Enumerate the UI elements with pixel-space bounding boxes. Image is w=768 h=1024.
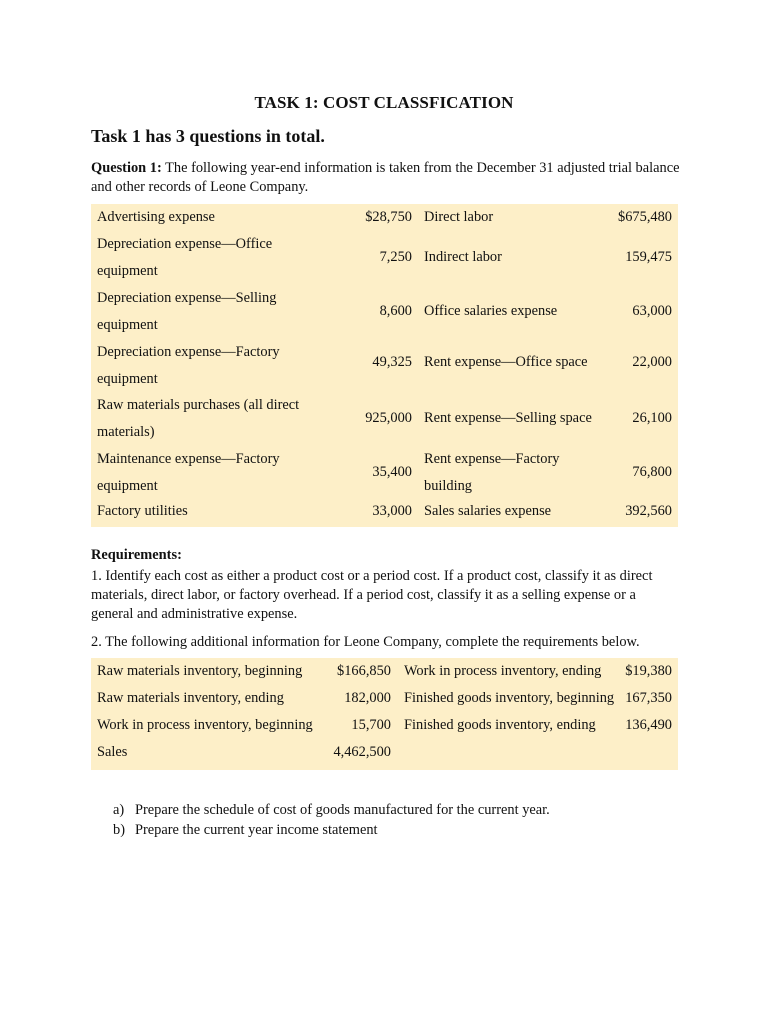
table-row [91, 285, 678, 339]
cost-label: Depreciation expense—Factory equipment [97, 344, 280, 387]
cost-value: 49,325 [372, 354, 412, 370]
item-label: Finished goods inventory, ending [404, 717, 596, 733]
list-item [113, 800, 550, 820]
item-label: Finished goods inventory, beginning [404, 690, 615, 706]
requirement-1: 1. Identify each cost as either a product cost or a period cost. If a product cost, classify it as direct materials, direct labor, or factory overhead. If a period cost, classify it as a selling expense or a general and administrative expense. [91, 568, 653, 622]
item-value: $19,380 [625, 663, 672, 679]
item-value: 167,350 [625, 690, 672, 706]
item-label: Work in process inventory, beginning [97, 717, 313, 733]
item-value: $166,850 [337, 663, 391, 679]
cost-label: Depreciation expense—Office equipment [97, 236, 273, 279]
cost-value: 35,400 [372, 464, 412, 480]
cost-label: Rent expense—Factory building [424, 451, 560, 494]
table-row [91, 712, 678, 739]
item-label: Raw materials inventory, beginning [97, 663, 303, 679]
requirement-2: 2. The following additional information for Leone Company, complete the requirements below. [91, 634, 640, 650]
cost-value: 22,000 [632, 354, 672, 370]
cost-value: 8,600 [379, 303, 412, 319]
cost-value: 7,250 [379, 249, 412, 265]
requirements-heading: Requirements: [91, 547, 182, 563]
cost-label: Advertising expense [97, 209, 215, 225]
section-subtitle: Task 1 has 3 questions in total. [91, 126, 325, 146]
list-item-text: Prepare the schedule of cost of goods manufactured for the current year. [135, 802, 550, 818]
item-label: Sales [97, 744, 128, 760]
list-item [113, 820, 550, 840]
cost-value: 63,000 [632, 303, 672, 319]
cost-label: Direct labor [424, 209, 494, 225]
table-row [91, 339, 678, 393]
cost-value: 26,100 [632, 410, 672, 426]
table-row [91, 658, 678, 685]
item-label: Raw materials inventory, ending [97, 690, 284, 706]
cost-value: 33,000 [372, 503, 412, 519]
cost-value: $675,480 [618, 209, 672, 225]
cost-label: Office salaries expense [424, 303, 558, 319]
cost-value: 925,000 [365, 410, 412, 426]
item-value: 15,700 [351, 717, 391, 733]
table-row [91, 446, 678, 500]
inventory-table [91, 658, 678, 770]
table-row [91, 204, 678, 231]
table-row [91, 231, 678, 285]
cost-label: Rent expense—Office space [424, 354, 588, 370]
trial-balance-table [91, 204, 678, 527]
cost-label: Rent expense—Selling space [424, 410, 592, 426]
cost-value: $28,750 [365, 209, 412, 225]
table-row [91, 392, 678, 446]
table-row [91, 498, 678, 525]
item-value: 4,462,500 [333, 744, 391, 760]
question-1-label: Question 1: [91, 160, 162, 176]
list-marker: b) [113, 822, 125, 838]
cost-value: 76,800 [632, 464, 672, 480]
cost-label: Factory utilities [97, 503, 188, 519]
table-row [91, 739, 678, 766]
cost-label: Indirect labor [424, 249, 502, 265]
question-1-text: The following year-end information is taken from the December 31 adjusted trial balance and other records of Leone Company. [91, 160, 680, 195]
item-value: 136,490 [625, 717, 672, 733]
question-1-paragraph [91, 159, 681, 197]
cost-value: 392,560 [625, 503, 672, 519]
page-title: TASK 1: COST CLASSFICATION [254, 93, 514, 112]
cost-value: 159,475 [625, 249, 672, 265]
item-value: 182,000 [344, 690, 391, 706]
task-list [113, 800, 550, 840]
cost-label: Raw materials purchases (all direct materials) [97, 397, 300, 440]
list-marker: a) [113, 802, 125, 818]
item-label: Work in process inventory, ending [404, 663, 602, 679]
table-row [91, 685, 678, 712]
cost-label: Depreciation expense—Selling equipment [97, 290, 277, 333]
cost-label: Sales salaries expense [424, 503, 552, 519]
list-item-text: Prepare the current year income statement [135, 822, 378, 838]
cost-label: Maintenance expense—Factory equipment [97, 451, 280, 494]
